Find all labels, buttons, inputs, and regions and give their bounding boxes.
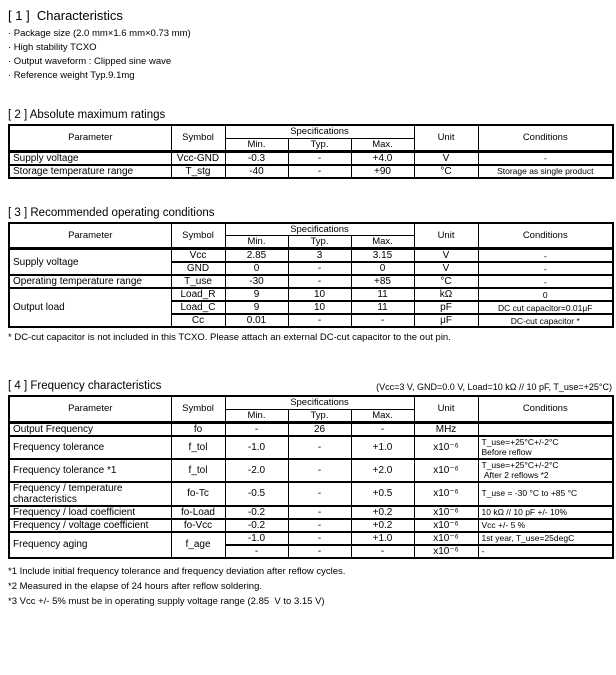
col-header-max: Max. xyxy=(351,409,414,422)
table-row xyxy=(9,422,613,436)
section2-heading: [ 2 ] Absolute maximum ratings xyxy=(8,109,166,121)
list-item: · Output waveform : Clipped sine wave xyxy=(8,56,172,67)
cell-symbol: Vcc-GND xyxy=(171,151,225,165)
cell-conditions: 10 kΩ // 10 pF +/- 10% xyxy=(478,506,613,519)
cell-conditions: T_use = -30 °C to +85 °C xyxy=(478,482,613,506)
table-row xyxy=(9,288,613,301)
cell-max: +90 xyxy=(351,165,414,178)
cell-min: - xyxy=(225,545,288,558)
cell-symbol: T_use xyxy=(171,275,225,288)
cell-conditions: Storage as single product xyxy=(478,165,613,178)
col-header-min: Min. xyxy=(225,138,288,151)
col-header-conditions: Conditions xyxy=(478,396,613,422)
cell-unit: x10⁻⁶ xyxy=(414,506,478,519)
cell-typ: - xyxy=(288,532,351,545)
table-row xyxy=(9,436,613,459)
cell-min: 2.85 xyxy=(225,249,288,263)
col-header-unit: Unit xyxy=(414,125,478,151)
cell-unit: °C xyxy=(414,165,478,178)
cell-parameter: Frequency aging xyxy=(9,532,171,558)
col-header-specifications: Specifications xyxy=(225,125,414,138)
cell-parameter: Frequency / voltage coefficient xyxy=(9,519,171,532)
cell-unit: °C xyxy=(414,275,478,288)
footnote-2: *2 Measured in the elapse of 24 hours after reflow soldering. xyxy=(8,580,263,592)
condition-line: T_use=+25°C+/-2°C xyxy=(481,436,559,447)
table-row xyxy=(9,459,613,482)
cell-symbol: f_tol xyxy=(171,436,225,459)
section4-header-row xyxy=(8,380,612,393)
col-header-parameter: Parameter xyxy=(9,223,171,249)
frequency-characteristics-table xyxy=(8,395,614,559)
cell-unit: MHz xyxy=(414,422,478,436)
col-header-symbol: Symbol xyxy=(171,125,225,151)
cell-conditions: - xyxy=(478,262,613,275)
cell-max: +0.5 xyxy=(351,482,414,506)
cell-conditions: 1st year, T_use=25degC xyxy=(478,532,613,545)
cell-min: -2.0 xyxy=(225,459,288,482)
condition-line: After 2 reflows *2 xyxy=(481,470,549,480)
cell-min: -30 xyxy=(225,275,288,288)
cell-symbol: f_age xyxy=(171,532,225,558)
cell-conditions: DC cut capacitor=0.01μF xyxy=(478,301,613,314)
cell-parameter: Frequency tolerance xyxy=(9,436,171,459)
cell-unit: kΩ xyxy=(414,288,478,301)
cell-typ: - xyxy=(288,151,351,165)
cell-unit: x10⁻⁶ xyxy=(414,519,478,532)
cell-parameter: Storage temperature range xyxy=(9,165,171,178)
cell-symbol: fo-Tc xyxy=(171,482,225,506)
absolute-maximum-ratings-table xyxy=(8,124,614,179)
cell-min: -0.3 xyxy=(225,151,288,165)
cell-symbol: f_tol xyxy=(171,459,225,482)
section3-heading: [ 3 ] Recommended operating conditions xyxy=(8,206,215,219)
cell-max: 0 xyxy=(351,262,414,275)
cell-unit: pF xyxy=(414,301,478,314)
table-row xyxy=(9,151,613,165)
cell-symbol: fo-Load xyxy=(171,506,225,519)
cell-conditions: - xyxy=(478,545,613,558)
col-header-parameter: Parameter xyxy=(9,125,171,151)
col-header-specifications: Specifications xyxy=(225,396,414,409)
col-header-symbol: Symbol xyxy=(171,223,225,249)
cell-max: 11 xyxy=(351,288,414,301)
cell-symbol: GND xyxy=(171,262,225,275)
cell-max: - xyxy=(351,545,414,558)
table-row xyxy=(9,532,613,545)
cell-typ: - xyxy=(288,506,351,519)
footnote-1: *1 Include initial frequency tolerance and frequency deviation after reflow cycles. xyxy=(8,565,346,577)
cell-typ: - xyxy=(288,262,351,275)
cell-max: +85 xyxy=(351,275,414,288)
col-header-typ: Typ. xyxy=(288,138,351,151)
cell-conditions xyxy=(478,459,613,482)
cell-max: +1.0 xyxy=(351,532,414,545)
cell-unit: x10⁻⁶ xyxy=(414,545,478,558)
test-conditions-note: (Vcc=3 V, GND=0.0 V, Load=10 kΩ // 10 pF, T_use=+25°C) xyxy=(376,382,612,392)
cell-min: - xyxy=(225,422,288,436)
dc-cut-capacitor-footnote: * DC-cut capacitor is not included in this TCXO. Please attach an external DC-cut capacitor to the out pin. xyxy=(8,332,451,343)
header-row xyxy=(9,125,613,138)
cell-parameter: Frequency / temperature characteristics xyxy=(9,482,171,506)
cell-conditions: - xyxy=(478,249,613,263)
condition-line: T_use=+25°C+/-2°C xyxy=(481,459,559,470)
cell-min: -0.2 xyxy=(225,506,288,519)
cell-typ: - xyxy=(288,545,351,558)
cell-max: +4.0 xyxy=(351,151,414,165)
cell-min: -0.2 xyxy=(225,519,288,532)
col-header-min: Min. xyxy=(225,236,288,249)
col-header-conditions: Conditions xyxy=(478,223,613,249)
col-header-max: Max. xyxy=(351,236,414,249)
cell-max: - xyxy=(351,314,414,327)
cell-max: +1.0 xyxy=(351,436,414,459)
cell-min: -40 xyxy=(225,165,288,178)
cell-parameter: Frequency tolerance *1 xyxy=(9,459,171,482)
cell-conditions: DC-cut capacitor * xyxy=(478,314,613,327)
cell-conditions: 0 xyxy=(478,288,613,301)
list-item: · High stability TCXO xyxy=(8,42,97,53)
cell-parameter: Supply voltage xyxy=(9,151,171,165)
cell-min: 0 xyxy=(225,262,288,275)
cell-typ: - xyxy=(288,436,351,459)
cell-typ: - xyxy=(288,519,351,532)
cell-unit: x10⁻⁶ xyxy=(414,436,478,459)
cell-parameter: Operating temperature range xyxy=(9,275,171,288)
table-row xyxy=(9,249,613,263)
col-header-symbol: Symbol xyxy=(171,396,225,422)
cell-symbol: fo xyxy=(171,422,225,436)
cell-parameter: Output Frequency xyxy=(9,422,171,436)
cell-min: -0.5 xyxy=(225,482,288,506)
col-header-parameter: Parameter xyxy=(9,396,171,422)
table-row xyxy=(9,275,613,288)
cell-symbol: Cc xyxy=(171,314,225,327)
header-row xyxy=(9,223,613,236)
footnote-3: *3 Vcc +/- 5% must be in operating supply voltage range (2.85 V to 3.15 V) xyxy=(8,595,325,607)
cell-typ: - xyxy=(288,275,351,288)
col-header-min: Min. xyxy=(225,409,288,422)
cell-max: +0.2 xyxy=(351,506,414,519)
col-header-unit: Unit xyxy=(414,396,478,422)
table-header xyxy=(9,223,613,249)
cell-min: 9 xyxy=(225,288,288,301)
col-header-specifications: Specifications xyxy=(225,223,414,236)
cell-unit: x10⁻⁶ xyxy=(414,459,478,482)
condition-line: Before reflow xyxy=(481,447,532,457)
cell-symbol: Load_C xyxy=(171,301,225,314)
cell-min: -1.0 xyxy=(225,532,288,545)
cell-conditions: - xyxy=(478,275,613,288)
cell-typ: - xyxy=(288,459,351,482)
cell-parameter: Output load xyxy=(9,288,171,327)
cell-conditions: Vcc +/- 5 % xyxy=(478,519,613,532)
cell-unit: μF xyxy=(414,314,478,327)
section4-footnotes xyxy=(8,564,612,609)
table-row xyxy=(9,519,613,532)
cell-parameter: Frequency / load coefficient xyxy=(9,506,171,519)
characteristics-list xyxy=(8,27,612,83)
list-item: · Reference weight Typ.9.1mg xyxy=(8,70,135,81)
table-header xyxy=(9,125,613,151)
col-header-max: Max. xyxy=(351,138,414,151)
cell-typ: 10 xyxy=(288,288,351,301)
recommended-operating-conditions-table xyxy=(8,222,614,329)
cell-max: +2.0 xyxy=(351,459,414,482)
cell-symbol: fo-Vcc xyxy=(171,519,225,532)
table-row xyxy=(9,506,613,519)
table-row xyxy=(9,482,613,506)
cell-symbol: Load_R xyxy=(171,288,225,301)
cell-unit: x10⁻⁶ xyxy=(414,482,478,506)
cell-max: 11 xyxy=(351,301,414,314)
cell-typ: 10 xyxy=(288,301,351,314)
cell-conditions xyxy=(478,422,613,436)
cell-typ: - xyxy=(288,314,351,327)
col-header-typ: Typ. xyxy=(288,409,351,422)
cell-typ: 3 xyxy=(288,249,351,263)
cell-max: - xyxy=(351,422,414,436)
table-row xyxy=(9,165,613,178)
cell-typ: 26 xyxy=(288,422,351,436)
cell-unit: V xyxy=(414,249,478,263)
cell-conditions: - xyxy=(478,151,613,165)
cell-unit: V xyxy=(414,262,478,275)
section4-heading: [ 4 ] Frequency characteristics xyxy=(8,380,162,392)
table-header xyxy=(9,396,613,422)
cell-symbol: Vcc xyxy=(171,249,225,263)
cell-unit: x10⁻⁶ xyxy=(414,532,478,545)
cell-max: +0.2 xyxy=(351,519,414,532)
cell-max: 3.15 xyxy=(351,249,414,263)
cell-min: -1.0 xyxy=(225,436,288,459)
cell-symbol: T_stg xyxy=(171,165,225,178)
cell-parameter: Supply voltage xyxy=(9,249,171,276)
cell-unit: V xyxy=(414,151,478,165)
list-item: · Package size (2.0 mm×1.6 mm×0.73 mm) xyxy=(8,28,191,39)
section1-heading: [ 1 ] Characteristics xyxy=(8,8,123,23)
col-header-typ: Typ. xyxy=(288,236,351,249)
col-header-conditions: Conditions xyxy=(478,125,613,151)
col-header-unit: Unit xyxy=(414,223,478,249)
cell-typ: - xyxy=(288,165,351,178)
cell-min: 0.01 xyxy=(225,314,288,327)
header-row xyxy=(9,396,613,409)
cell-typ: - xyxy=(288,482,351,506)
cell-min: 9 xyxy=(225,301,288,314)
cell-conditions xyxy=(478,436,613,459)
